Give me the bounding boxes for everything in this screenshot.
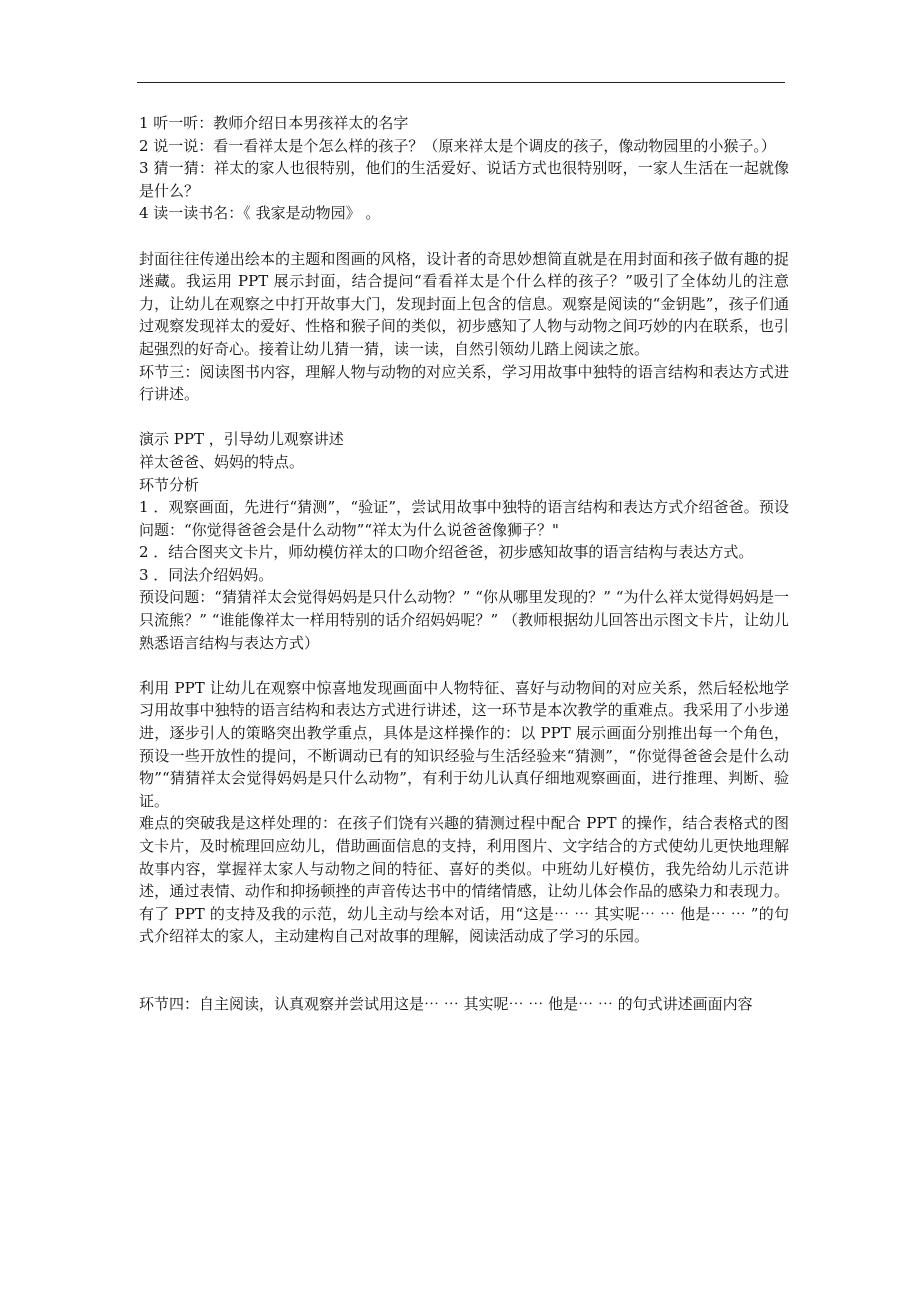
cover-analysis-paragraph: 封面往往传递出绘本的主题和图画的风格，设计者的奇思妙想简直就是在用封面和孩子做有趣的捉迷藏。我运用 PPT 展示封面，结合提问“看看祥太是个什么样的孩子？”吸引了全体幼儿的注意力，让幼儿在观察之中打开故事大门，发现封面上包含的信息。观察是阅读的“金钥匙”，孩子们通过观察发现祥太的爱好、性格和猴子间的类似，初步感知了人物与动物之间巧妙的内在联系，也引起强烈的好奇心。接着让幼儿猜一猜，读一读，自然引领幼儿踏上阅读之旅。 [139, 249, 789, 358]
spacer [139, 225, 789, 248]
document-body [139, 112, 789, 1016]
spacer [139, 948, 789, 993]
step-3: 3 猜一猜：祥太的家人也很特别，他们的生活爱好、说话方式也很特别呀，一家人生活在一起就像是什么？ [139, 159, 789, 200]
preset-questions: 预设问题：“猜猜祥太会觉得妈妈是只什么动物？” “你从哪里发现的？” “为什么祥太觉得妈妈是一只流熊？” “谁能像祥太一样用特别的话介绍妈妈呢？” （教师根据幼儿回答出示图文卡片，让幼儿熟悉语言结构与表达方式） [139, 588, 789, 652]
analysis-item-2: 2 ．结合图夹文卡片，师幼模仿祥太的口吻介绍爸爸，初步感知故事的语言结构与表达方式。 [139, 543, 754, 562]
spacer [139, 406, 789, 429]
header-rule [137, 82, 785, 83]
spacer [139, 654, 789, 677]
ppt-usage-paragraph: 利用 PPT 让幼儿在观察中惊喜地发现画面中人物特征、喜好与动物间的对应关系，然后轻松地学习用故事中独特的语言结构和表达方式进行讲述，这一环节是本次教学的重难点。我采用了小步递进，逐步引人的策略突出教学重点，具体是这样操作的：以 PPT 展示画面分别推出每一个角色，预设一些开放性的提问，不断调动已有的知识经验与生活经验来“猜测”，“你觉得爸爸会是什么动物”“猜猜祥太会觉得妈妈是只什么动物”，有利于幼儿认真仔细地观察画面，进行推理、判断、验证。 [139, 678, 789, 810]
section-4-heading: 环节四：自主阅读，认真观察并尝试用这是⋯ ⋯ 其实呢⋯ ⋯ 他是⋯ ⋯ 的句式讲述画面内容 [139, 994, 753, 1013]
parents-traits-line: 祥太爸爸、妈妈的特点。 [139, 452, 305, 471]
step-1: 1 听一听：教师介绍日本男孩祥太的名字 [139, 114, 409, 132]
analysis-item-1: 1 ．观察画面，先进行“猜测”，“验证”，尝试用故事中独特的语言结构和表达方式介绍爸爸。预设问题：“你觉得爸爸会是什么动物”“祥太为什么说爸爸像狮子？" [139, 498, 789, 539]
step-2: 2 说一说：看一看祥太是个怎么样的孩子？（原来祥太是个调皮的孩子，像动物园里的小猴子。） [139, 136, 776, 155]
section-3-heading: 环节三：阅读图书内容，理解人物与动物的对应关系，学习用故事中独特的语言结构和表达方式进行讲述。 [139, 362, 789, 404]
analysis-item-3: 3 ．同法介绍妈妈。 [139, 565, 274, 584]
difficulty-paragraph: 难点的突破我是这样处理的：在孩子们饶有兴趣的猜测过程中配合 PPT 的操作，结合表格式的图文卡片，及时梳理回应幼儿，借助画面信息的支持，利用图片、文字结合的方式使幼儿更快地理解故事内容，掌握祥太家人与动物之间的特征、喜好的类似。中班幼儿好模仿，我先给幼儿示范讲述，通过表情、动作和抑扬顿挫的声音传达书中的情绪情感，让幼儿体会作品的感染力和表现力。有了 PPT 的支持及我的示范，幼儿主动与绘本对话，用“这是⋯ ⋯ 其实呢⋯ ⋯ 他是⋯ ⋯ ”的句式介绍祥太的家人，主动建构自己对故事的理解，阅读活动成了学习的乐园。 [139, 814, 789, 946]
ppt-demo-line: 演示 PPT ，引导幼儿观察讲述 [139, 430, 344, 449]
analysis-heading: 环节分析 [139, 475, 200, 494]
step-4: 4 读一读书名：《 我家是动物园》 。 [139, 204, 381, 223]
